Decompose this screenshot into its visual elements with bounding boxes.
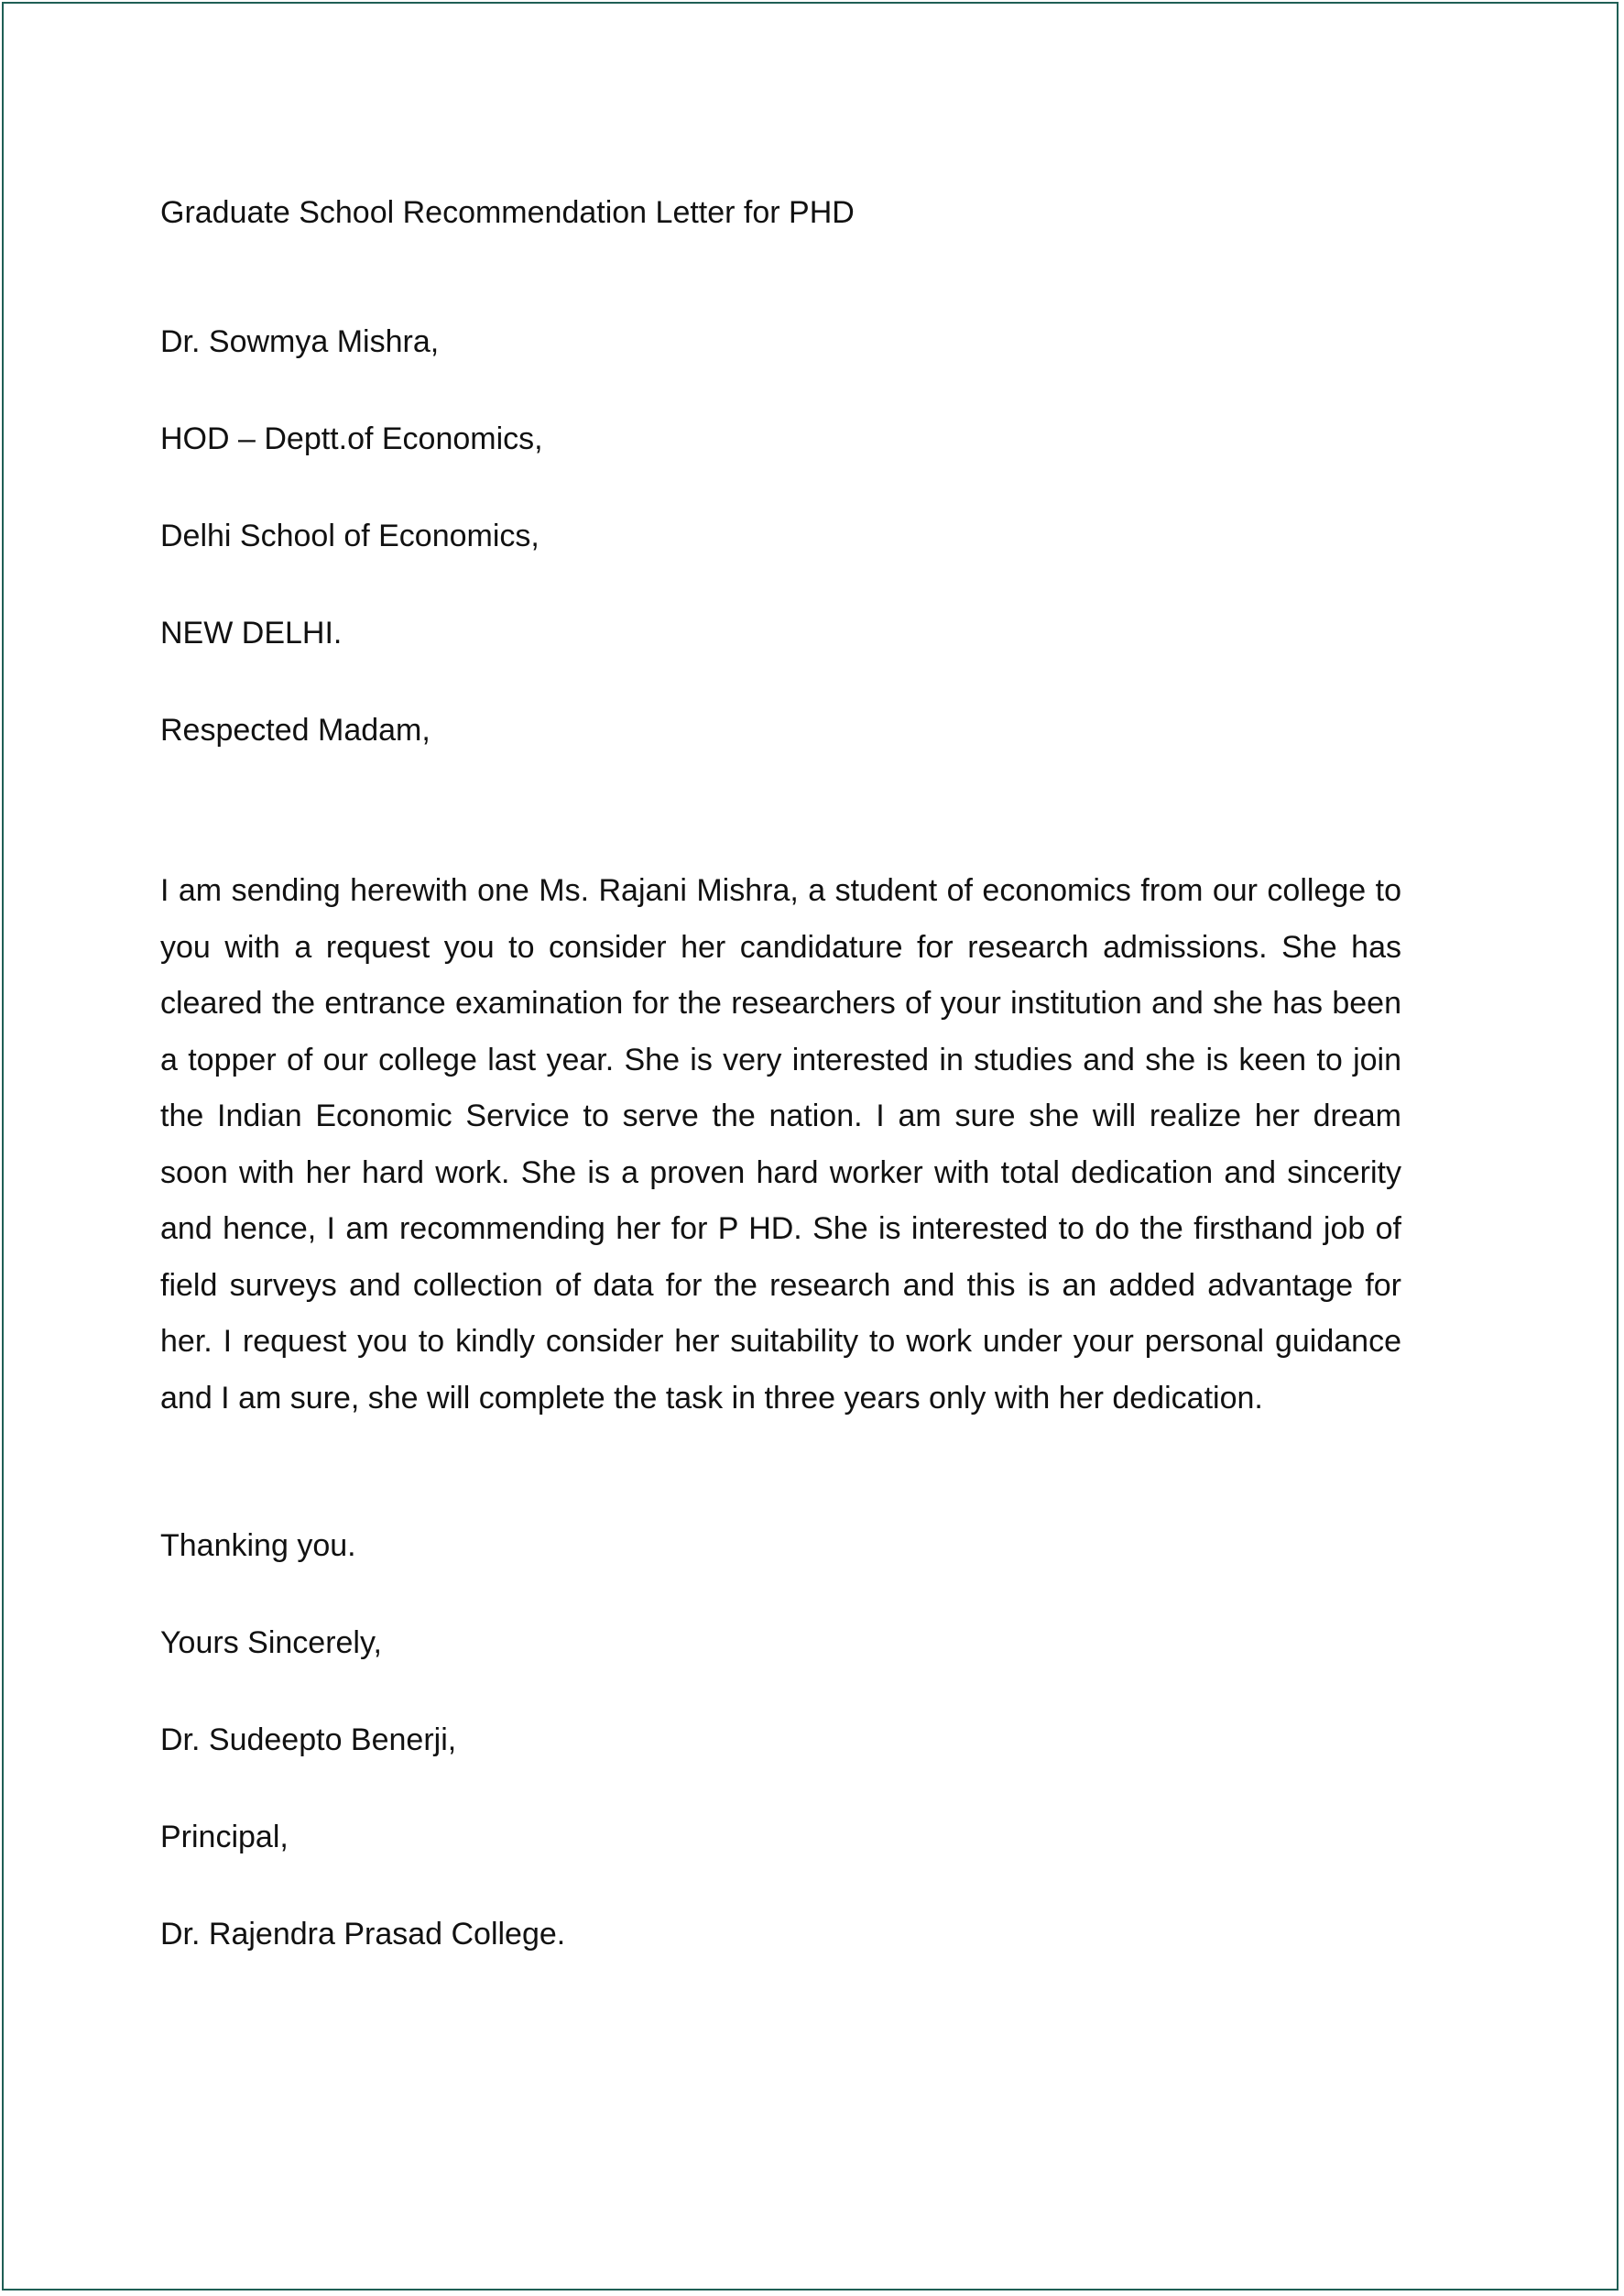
document-page — [2, 2, 1619, 2291]
signatory-name: Dr. Sudeepto Benerji, — [160, 1722, 457, 1757]
salutation: Respected Madam, — [160, 713, 431, 748]
letter-body: I am sending herewith one Ms. Rajani Mishra, a student of economics from our college to you with a request you to consider her candidature for research admissions. She has cleared the entrance examination for the researchers of your institution and she has been a topper of our college last year. She is very interested in studies and she is keen to join the Indian Economic Service to serve the nation. I am sure she will realize her dream soon with her hard work. She is a proven hard worker with total dedication and sincerity and hence, I am recommending her for P HD. She is interested to do the firsthand job of field surveys and collection of data for the research and this is an added advantage for her. I request you to kindly consider her suitability to work under your personal guidance and I am sure, she will complete the task in three years only with her dedication. — [160, 873, 1401, 1416]
recipient-position: HOD – Deptt.of Economics, — [160, 421, 543, 456]
recipient-city: NEW DELHI. — [160, 616, 343, 651]
recipient-name: Dr. Sowmya Mishra, — [160, 324, 440, 359]
signatory-college: Dr. Rajendra Prasad College. — [160, 1917, 566, 1952]
thanks-line: Thanking you. — [160, 1528, 356, 1563]
recipient-institution: Delhi School of Economics, — [160, 519, 540, 553]
closing-line: Yours Sincerely, — [160, 1625, 382, 1660]
signatory-title: Principal, — [160, 1820, 289, 1854]
letter-title: Graduate School Recommendation Letter for PHD — [160, 195, 855, 230]
